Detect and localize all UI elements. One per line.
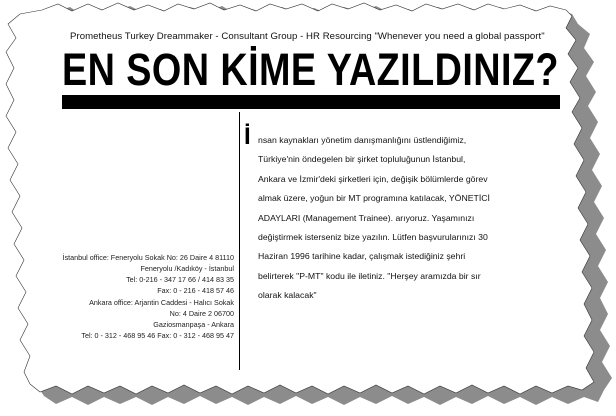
address-line: Feneryolu /Kadıköy - İstanbul (140, 264, 234, 274)
column-divider (239, 112, 240, 370)
address-line: No: 4 Daire 2 06700 (169, 308, 234, 318)
body-line: Haziran 1996 tarihine kadar, çalışmak istediğiniz şehri (258, 251, 466, 262)
address-line: Tel: 0-216 - 347 17 66 / 414 83 35 (126, 275, 234, 285)
address-line: İstanbul office: Feneryolu Sokak No: 26 Daire 4 81110 (62, 253, 234, 262)
body-line: Ankara ve İzmir'deki şirketleri için, değişik bölümlerde görev (258, 173, 488, 184)
body-line: ADAYLARI (Management Trainee). arıyoruz. Yaşamınızı (258, 212, 475, 223)
body-line: belirterek "P-MT" kodu ile iletiniz. "Herşey aramızda bir sır (258, 270, 481, 281)
body-line: Türkiye'nin öndegelen bir şirket topluluğunun İstanbul, (258, 154, 466, 165)
body-line: almak üzere, yoğun bir MT programına katılacak, YÖNETİCİ (258, 193, 490, 204)
body-line: nsan kaynakları yönetim danışmanlığını üstlendiğimiz, (258, 135, 467, 145)
address-line: Ankara office: Arjantin Caddesi - Halıcı Sokak (89, 297, 234, 307)
address-line: Tel: 0 - 312 - 468 95 46 Fax: 0 - 312 - 468 95 47 (81, 331, 234, 341)
address-line: Fax: 0 - 216 - 418 57 46 (157, 286, 234, 296)
office-address-block (40, 252, 234, 341)
headline: EN SON KİME YAZILDINIZ? (62, 44, 559, 95)
body-paragraph (258, 131, 558, 306)
headline-underline-bar (62, 95, 560, 109)
address-line: Gaziosmanpaşa - Ankara (153, 319, 234, 329)
drop-cap: İ (244, 123, 251, 150)
body-line: olarak kalacak" (258, 290, 317, 301)
body-line: değiştirmek isterseniz bize yazılın. Lütfen başvurularınızı 30 (258, 232, 488, 243)
tagline: Prometheus Turkey Dreammaker - Consultant Group - HR Resourcing "Whenever you need a global passport" (70, 31, 545, 42)
